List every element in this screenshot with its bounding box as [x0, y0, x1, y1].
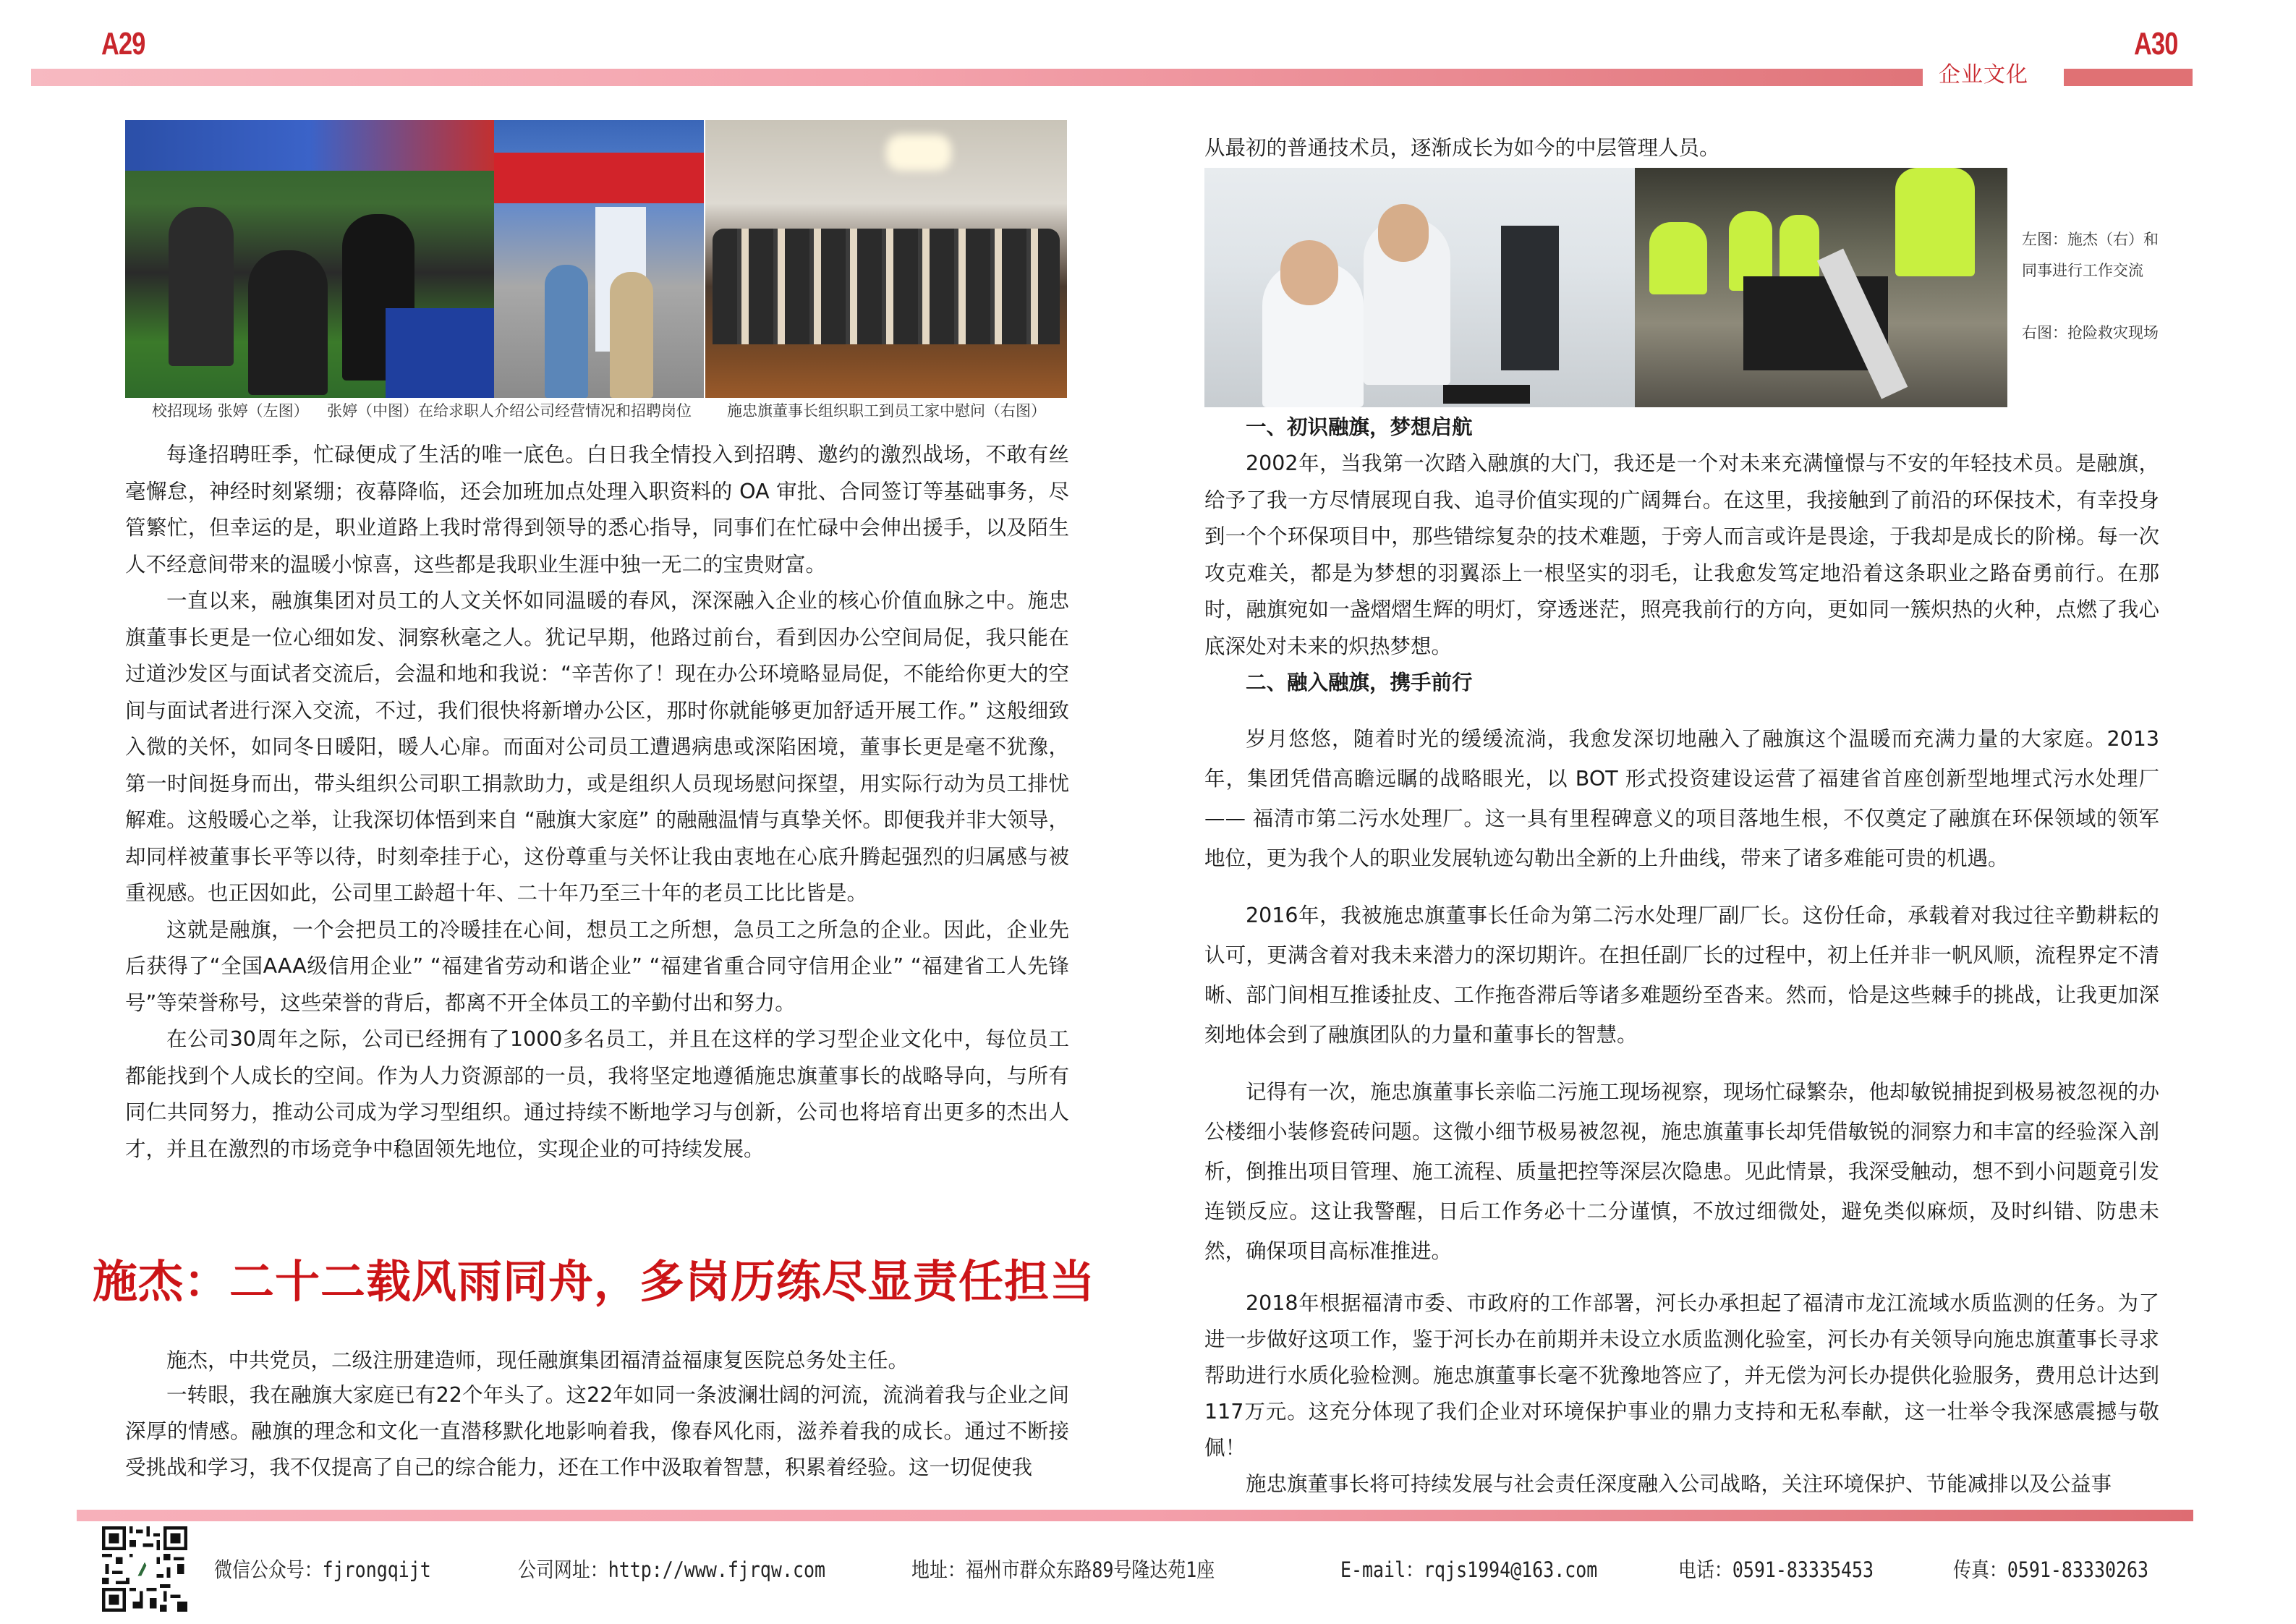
- paragraph: 一转眼，我在融旗大家庭已有22个年头了。这22年如同一条波澜壮阔的河流，流淌着我与企业之间深厚的情感。融旗的理念和文化一直潜移默化地影响着我，像春风化雨，滋养着我的成长。通过不断接受挑战和学习，我不仅提高了自己的综合能力，还在工作中汲取着智慧，积累着经验。这一切促使我: [125, 1383, 1069, 1479]
- author-bio: 施杰，中共党员，二级注册建造师，现任融旗集团福清益福康复医院总务处主任。: [166, 1348, 909, 1372]
- right-body-text: [1204, 409, 2159, 1502]
- person-silhouette: [169, 207, 234, 366]
- caption-line: 同事进行工作交流: [2022, 262, 2143, 279]
- campus-recruitment-photo: [125, 120, 494, 398]
- group-of-people: [713, 229, 1060, 344]
- left-body-text: [125, 437, 1069, 1168]
- person-silhouette: [248, 250, 328, 395]
- paragraph: 这就是融旗，一个会把员工的冷暖挂在心间，想员工之所想，急员工之所急的企业。因此，企业先后获得了“全国AAA级信用企业” “福建省劳动和谐企业” “福建省重合同守信用企业” “福建省工人先锋号”等荣誉称号，这些荣誉的背后，都离不开全体员工的辛勤付出和努力。: [125, 917, 1069, 1015]
- section-heading: 二、融入融旗，携手前行: [1246, 671, 1473, 694]
- paragraph: 2018年根据福清市委、市政府的工作部署，河长办承担起了福清市龙江流域水质监测的任务。为了进一步做好这项工作，鉴于河长办在前期并未设立水质监测化验室，河长办有关领导向施忠旗董事长寻求帮助进行水质化验检测。施忠旗董事长毫不犹豫地答应了，并无偿为河长办提供化验服务，费用总计达到117万元。这充分体现了我们企业对环境保护事业的鼎力支持和无私奉献，这一壮举令我深感震撼与敬佩！: [1204, 1291, 2159, 1460]
- red-booth-canopy: [494, 153, 704, 203]
- header-divider-bar-short: [2064, 69, 2193, 86]
- article-intro: [125, 1344, 1069, 1486]
- computer-monitor: [1501, 226, 1559, 370]
- paragraph: 2002年，当我第一次踏入融旗的大门，我还是一个对未来充满憧憬与不安的年轻技术员。是融旗，给予了我一方尽情展现自我、追寻价值实现的广阔舞台。在这里，我接触到了前沿的环保技术，有幸投身到一个个环保项目中，那些错综复杂的技术难题，于旁人而言或许是畏途，于我却是成长的阶梯。每一次攻克难关，都是为梦想的羽翼添上一根坚实的羽毛，让我愈发笃定地沿着这条职业之路奋勇前行。在那时，融旗宛如一盏熠熠生辉的明灯，穿透迷茫，照亮我前行的方向，更如同一簇炽热的火种，点燃了我心底深处对未来的炽热梦想。: [1204, 451, 2159, 658]
- footer-address: 地址：福州市群众东路89号隆达苑1座: [911, 1557, 1215, 1582]
- footer-fax: 传真：0591-83330263: [1953, 1557, 2149, 1582]
- home-visit-group-photo: [705, 120, 1067, 398]
- footer-wechat: 微信公众号：fjrongqijt: [214, 1557, 431, 1582]
- photo-caption-middle: 张婷（中图）在给求职人介绍公司经营情况和招聘岗位: [327, 402, 692, 420]
- article-headline: 施杰：二十二载风雨同舟，多岗历练尽显责任担当: [93, 1255, 1096, 1308]
- footer-divider-bar: [77, 1510, 2193, 1521]
- keyboard: [1443, 385, 1530, 404]
- qr-code-icon[interactable]: [101, 1526, 188, 1612]
- safety-vest-worker: [1895, 168, 1975, 276]
- right-photo-captions: [2022, 224, 2159, 349]
- rescue-scene-photo: [1635, 168, 2007, 407]
- paragraph: 施忠旗董事长将可持续发展与社会责任深度融入公司战略，关注环境保护、节能减排以及公益事: [1246, 1472, 2112, 1496]
- recruitment-booth-photo: [494, 120, 704, 398]
- left-page-number: A29: [101, 26, 145, 61]
- person-silhouette: [610, 272, 653, 398]
- paragraph: 从最初的普通技术员，逐渐成长为如今的中层管理人员。: [1204, 136, 1720, 160]
- header-divider-bar: [31, 69, 1923, 86]
- qr-code-graphic: [101, 1526, 188, 1612]
- right-page-number: A30: [2134, 26, 2178, 61]
- caption-line: 左图：施杰（右）和: [2022, 231, 2159, 248]
- tent-canopy: [125, 120, 494, 171]
- section-heading: 一、初识融旗，梦想启航: [1246, 415, 1473, 439]
- registration-table: [386, 308, 494, 398]
- caption-line: 右图：抢险救灾现场: [2022, 324, 2159, 341]
- footer-phone: 电话：0591-83335453: [1678, 1557, 1874, 1582]
- footer-email-link[interactable]: E-mail：rqjs1994@163.com: [1340, 1557, 1598, 1582]
- person-head: [1378, 204, 1429, 262]
- person-silhouette: [545, 265, 588, 398]
- section-label: 企业文化: [1939, 62, 2028, 88]
- person-head: [1280, 240, 1338, 305]
- footer-website-link[interactable]: 公司网址：http://www.fjrqw.com: [518, 1557, 826, 1582]
- paragraph: 每逢招聘旺季，忙碌便成了生活的唯一底色。白日我全情投入到招聘、邀约的激烈战场，不敢有丝毫懈怠，神经时刻紧绷；夜幕降临，还会加班加点处理入职资料的 OA 审批、合同签订等基础事务，尽管繁忙，但幸运的是，职业道路上我时常得到领导的悉心指导，同事们在忙碌中会伸出援手，以及陌生人不经意间带来的温暖小惊喜，这些都是我职业生涯中独一无二的宝贵财富。: [125, 443, 1069, 577]
- photo-caption-right: 施忠旗董事长组织职工到员工家中慰问（右图）: [727, 402, 1046, 420]
- photo-caption-left: 校招现场 张婷（左图）: [152, 402, 309, 420]
- paragraph: 岁月悠悠，随着时光的缓缓流淌，我愈发深切地融入了融旗这个温暖而充满力量的大家庭。2013年，集团凭借高瞻远瞩的战略眼光，以 BOT 形式投资建设运营了福建省首座创新型地埋式污水处理厂—— 福清市第二污水处理厂。这一具有里程碑意义的项目落地生根，不仅奠定了融旗在环保领域的领军地位，更为我个人的职业发展轨迹勾勒出全新的上升曲线，带来了诸多难能可贵的机遇。: [1204, 727, 2159, 870]
- paragraph: 2016年，我被施忠旗董事长任命为第二污水处理厂副厂长。这份任命，承载着对我过往辛勤耕耘的认可，更满含着对我未来潜力的深切期许。在担任副厂长的过程中，初上任并非一帆风顺，流程界定不清晰、部门间相互推诿扯皮、工作拖沓滞后等诸多难题纷至沓来。然而，恰是这些棘手的挑战，让我更加深刻地体会到了融旗团队的力量和董事长的智慧。: [1204, 904, 2159, 1047]
- right-lead-line: [1204, 130, 2159, 167]
- paragraph: 记得有一次，施忠旗董事长亲临二污施工现场视察，现场忙碌繁杂，他却敏锐捕捉到极易被忽视的办公楼细小装修瓷砖问题。这微小细节极易被忽视，施忠旗董事长却凭借敏锐的洞察力和丰富的经验深入剖析，倒推出项目管理、施工流程、质量把控等深层次隐患。见此情景，我深受触动，想不到小问题竟引发连锁反应。这让我警醒，日后工作务必十二分谨慎，不放过细微处，避免类似麻烦，及时纠错、防患未然，确保项目高标准推进。: [1204, 1080, 2159, 1263]
- ceiling-light: [886, 135, 951, 171]
- safety-vest-worker: [1649, 222, 1707, 294]
- paragraph: 在公司30周年之际，公司已经拥有了1000多名员工，并且在这样的学习型企业文化中，每位员工都能找到个人成长的空间。作为人力资源部的一员，我将坚定地遵循施忠旗董事长的战略导向，与所有同仁共同努力，推动公司成为学习型组织。通过持续不断地学习与创新，公司也将培育出更多的杰出人才，并且在激烈的市场竞争中稳固领先地位，实现企业的可持续发展。: [125, 1027, 1069, 1161]
- office-discussion-photo: [1204, 168, 1635, 407]
- paragraph: 一直以来，融旗集团对员工的人文关怀如同温暖的春风，深深融入企业的核心价值血脉之中。施忠旗董事长更是一位心细如发、洞察秋毫之人。犹记早期，他路过前台，看到因办公空间局促，我只能在过道沙发区与面试者交流后，会温和地和我说：“辛苦你了！现在办公环境略显局促，不能给你更大的空间与面试者进行深入交流，不过，我们很快将新增办公区，那时你就能够更加舒适开展工作。” 这般细致入微的关怀，如同冬日暖阳，暖人心扉。而面对公司员工遭遇病患或深陷困境，董事长更是毫不犹豫，第一时间挺身而出，带头组织公司职工捐款助力，或是组织人员现场慰问探望，用实际行动为员工排忧解难。这般暖心之举，让我深切体悟到来自 “融旗大家庭” 的融融温情与真挚关怀。即便我并非大领导，却同样被董事长平等以待，时刻牵挂于心，这份尊重与关怀让我由衷地在心底升腾起强烈的归属感与被重视感。也正因如此，公司里工龄超十年、二十年乃至三十年的老员工比比皆是。: [125, 589, 1069, 905]
